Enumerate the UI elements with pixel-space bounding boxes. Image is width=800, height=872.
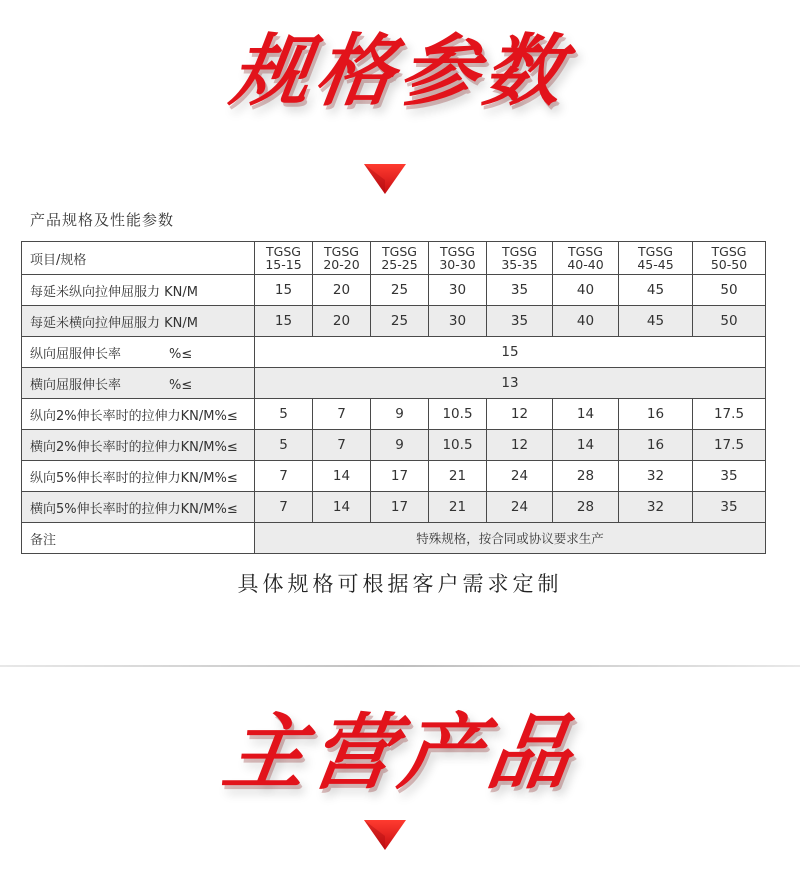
model-name: TGSG [266, 243, 301, 259]
merged-value-cell: 13 [255, 368, 766, 399]
value-cell: 14 [553, 430, 619, 461]
table-row [22, 523, 766, 554]
chevron-down-icon [362, 162, 408, 196]
row-label-cell [22, 399, 255, 430]
table-row [22, 368, 766, 399]
value-cell: 24 [487, 492, 553, 523]
model-header-cell [693, 242, 766, 275]
value-cell: 35 [487, 306, 553, 337]
model-name: TGSG [568, 243, 603, 259]
table-row [22, 337, 766, 368]
value-cell: 7 [255, 461, 313, 492]
value-cell: 7 [255, 492, 313, 523]
value-cell: 24 [487, 461, 553, 492]
value-cell: 32 [619, 461, 693, 492]
model-name: TGSG [711, 243, 747, 259]
value-cell: 17.5 [693, 399, 766, 430]
value-cell: 9 [371, 399, 429, 430]
model-size: 40-40 [567, 256, 604, 272]
value-cell: 17 [371, 492, 429, 523]
table-caption: 产品规格及性能参数 [30, 211, 175, 229]
model-header-cell [313, 242, 371, 275]
value-cell: 45 [619, 306, 693, 337]
table-row [22, 306, 766, 337]
row-label-cell [22, 430, 255, 461]
header-label-cell: 项目/规格 [22, 242, 255, 275]
value-cell: 10.5 [429, 399, 487, 430]
table-row [22, 492, 766, 523]
value-cell: 12 [487, 399, 553, 430]
model-size: 45-45 [637, 256, 674, 272]
table-header-row [22, 242, 766, 275]
value-cell: 9 [371, 430, 429, 461]
row-unit: %≤ [169, 377, 193, 393]
value-cell: 17.5 [693, 430, 766, 461]
value-cell: 28 [553, 461, 619, 492]
row-label-cell [22, 368, 255, 399]
value-cell: 35 [693, 461, 766, 492]
row-label: 横向5%伸长率时的拉伸力KN/M%≤ [30, 501, 238, 517]
table-row [22, 275, 766, 306]
value-cell: 14 [313, 461, 371, 492]
custom-note: 具体规格可根据客户需求定制 [237, 572, 563, 596]
value-cell: 16 [619, 399, 693, 430]
value-cell: 50 [693, 275, 766, 306]
value-cell: 28 [553, 492, 619, 523]
chevron-down-icon [362, 818, 408, 852]
value-cell: 21 [429, 492, 487, 523]
row-label-cell [22, 337, 255, 368]
model-header-cell [429, 242, 487, 275]
row-unit: %≤ [169, 346, 193, 362]
model-header-cell [553, 242, 619, 275]
spec-banner-title: 规格参数 [225, 27, 575, 117]
merged-value-cell: 15 [255, 337, 766, 368]
table-row [22, 430, 766, 461]
model-name: TGSG [382, 243, 417, 259]
value-cell: 15 [255, 306, 313, 337]
value-cell: 7 [313, 430, 371, 461]
model-name: TGSG [638, 243, 673, 259]
model-name: TGSG [502, 243, 537, 259]
merged-value-cell: 特殊规格，按合同或协议要求生产 [255, 523, 766, 554]
value-cell: 35 [487, 275, 553, 306]
row-label: 备注 [30, 532, 57, 548]
row-label: 纵向屈服伸长率 [30, 346, 122, 362]
value-cell: 14 [553, 399, 619, 430]
model-size: 25-25 [381, 256, 418, 272]
value-cell: 7 [313, 399, 371, 430]
value-cell: 10.5 [429, 430, 487, 461]
row-label-cell [22, 492, 255, 523]
row-label-cell [22, 306, 255, 337]
row-label: 每延米纵向拉伸屈服力 KN/M [30, 284, 198, 300]
model-size: 35-35 [501, 256, 538, 272]
value-cell: 40 [553, 306, 619, 337]
row-label-cell [22, 523, 255, 554]
value-cell: 14 [313, 492, 371, 523]
model-header-cell [619, 242, 693, 275]
model-size: 20-20 [323, 256, 360, 272]
model-name: TGSG [324, 243, 359, 259]
value-cell: 21 [429, 461, 487, 492]
products-banner-title: 主营产品 [217, 706, 583, 801]
value-cell: 40 [553, 275, 619, 306]
section-divider [0, 665, 800, 667]
row-label: 纵向2%伸长率时的拉伸力KN/M%≤ [30, 408, 238, 424]
value-cell: 5 [255, 399, 313, 430]
row-label-cell [22, 275, 255, 306]
model-size: 15-15 [265, 256, 302, 272]
value-cell: 15 [255, 275, 313, 306]
value-cell: 35 [693, 492, 766, 523]
value-cell: 20 [313, 306, 371, 337]
value-cell: 50 [693, 306, 766, 337]
value-cell: 25 [371, 306, 429, 337]
model-size: 30-30 [439, 256, 476, 272]
model-name: TGSG [440, 243, 475, 259]
value-cell: 12 [487, 430, 553, 461]
spec-table [21, 241, 766, 554]
value-cell: 17 [371, 461, 429, 492]
model-size: 50-50 [710, 256, 748, 272]
model-header-cell [371, 242, 429, 275]
table-row [22, 461, 766, 492]
value-cell: 45 [619, 275, 693, 306]
value-cell: 16 [619, 430, 693, 461]
row-label: 每延米横向拉伸屈服力 KN/M [30, 315, 198, 331]
value-cell: 30 [429, 306, 487, 337]
table-row [22, 399, 766, 430]
value-cell: 5 [255, 430, 313, 461]
row-label-cell [22, 461, 255, 492]
value-cell: 25 [371, 275, 429, 306]
value-cell: 30 [429, 275, 487, 306]
model-header-cell [487, 242, 553, 275]
value-cell: 32 [619, 492, 693, 523]
row-label: 横向屈服伸长率 [30, 377, 122, 393]
model-header-cell [255, 242, 313, 275]
row-label: 横向2%伸长率时的拉伸力KN/M%≤ [30, 439, 238, 455]
row-label: 纵向5%伸长率时的拉伸力KN/M%≤ [30, 470, 238, 486]
value-cell: 20 [313, 275, 371, 306]
